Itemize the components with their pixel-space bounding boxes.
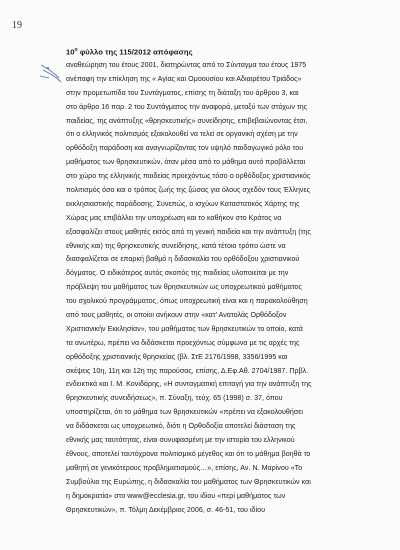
text-line: του σχολικού προγράμματος, όπως υποχρεωτική είναι και η παρακολούθηση <box>66 297 308 306</box>
text-line: τα ανωτέρω, πρέπει να διδάσκεται προεχόντως σύμφωνα με τις αρχές της <box>66 338 300 347</box>
text-line: εξασφαλίζει στους μαθητές εκτός από τη γενική παιδεία και την ανάπτυξη (της <box>66 227 311 236</box>
text-line: παιδείας, της ανάπτυξης «θρησκευτικής» συνείδησης, επιβεβαιώνοντας έτσι, <box>66 116 308 125</box>
text-line: ανέπαφη την επίκληση της « Αγίας και Ομοουσίου και Αδιαιρέτου Τριάδος» <box>66 74 302 83</box>
text-line: εκκλησιαστικής παράδοσης. Συνεπώς, ο ισχύων Καταστατικός Χάρτης της <box>66 199 300 208</box>
text-line: ορθόδοξης χριστιανικής θρησκείας (βλ. ΣτΕ 2176/1998, 3356/1995 και <box>66 352 288 361</box>
text-line: υποστηρίζεται, ότι το μάθημα των θρησκευτικών «πρέπει να εξακολουθήσει <box>66 408 304 417</box>
text-line: ότι ο ελληνικός πολιτισμός εξακολουθεί να τελεί σε οργανική σχέση με την <box>66 130 298 139</box>
text-line: Χώρας μας επιβάλλει την υποχρέωση και το καθήκον στο Κράτος να <box>66 213 282 222</box>
text-line: ορθόδοξη παράδοση και αναγνωρίζοντας τον υψηλό παιδαγωγικό ρόλο του <box>66 144 304 153</box>
text-line: στο χώρο της ελληνικής παιδείας προεχόντως τόσο ο ορθόδοξος χριστιανικός <box>66 172 311 181</box>
text-line: εθνικής και) της θρησκευτικής συνείδησης, κατά τέτοιο τρόπο ώστε να <box>66 241 286 250</box>
text-line: διασφαλίζεται σε επαρκή βαθμό η διδασκαλία του ορθόδοξου χριστιανικού <box>66 255 300 264</box>
text-line: πρόβλεψη του μαθήματος των θρησκευτικών ως υποχρεωτικού μαθήματος <box>66 283 302 292</box>
text-line: Συμβούλιο της Ευρώπης, η διδασκαλία του μαθήματος των Θρησκευτικών και <box>66 477 311 486</box>
text-line: πολιτισμός όσο και ο τρόπος ζωής της ζώσας για όλους σχεδόν τους Έλληνες <box>66 186 311 195</box>
text-line: Χριστιανικήν Εκκλησίαν», του μαθήματος των θρησκευτικών το οποίο, κατά <box>66 324 303 333</box>
sheet-number: 10 <box>66 47 75 57</box>
text-line: ενδεικτικά και Ι. Μ. Κονιδάρης, «Η συνταγματική επιταγή για την ανάπτυξη της <box>66 380 312 389</box>
text-line: να διδάσκεται ως υποχρεωτικό, διότι η Ορθοδοξία αποτελεί διάσταση της <box>66 422 296 431</box>
text-line: από τους μαθητές, οι οποίοι ανήκουν στην «κατ' Ανατολάς Ορθόδοξον <box>66 311 287 320</box>
text-line: σκέψεις 10η, 11η και 12η της παρούσας, επίσης, Δ.Εφ.Αθ. 2704/1987. Πρβλ. <box>66 366 309 375</box>
sheet-heading-text: φύλλο της 115/2012 απόφασης <box>77 47 193 57</box>
sheet-number-suffix: ο <box>74 47 78 53</box>
text-line: εθνικής μας ταυτότητας, είναι συνυφασμένη με την ιστορία του ελληνικού <box>66 436 295 445</box>
text-line: δόγματος. Ο ειδικότερος αυτός σκοπός της παιδείας υλοποιείται με την <box>66 269 289 278</box>
page-number: 19 <box>12 20 22 31</box>
text-line: έθνους, αποτελεί ταυτόχρονα πολιτισμικό μέγεθος και ότι το μάθημα βοηθά το <box>66 449 311 458</box>
sheet-heading <box>66 47 193 57</box>
text-line: Θρησκευτικών», π. Τόλμη Δεκέμβριος 2006, σ. 46-51, του ιδίου <box>66 505 265 514</box>
text-line: θρησκευτικής συνειδήσεως», π. Σύναξη, τεύχ. 65 (1998) σ. 37, όπου <box>66 394 283 403</box>
text-line: στην προμετωπίδα του Συντάγματος, επίσης τη διάταξη του άρθρου 3, και <box>66 88 299 97</box>
body-text <box>66 59 356 517</box>
text-line: μαθήματος των θρησκευτικών, όταν μέσα από το μάθημα αυτό προβάλλεται <box>66 158 306 167</box>
text-line: αναθεώρηση του έτους 2001, διατηρώντας από το Σύνταγμα του έτους 1975 <box>66 61 307 69</box>
text-line: μαθητή σε γενικότερους προβληματισμούς…», επίσης, Αν. Ν. Μαρίνου «Το <box>66 463 303 472</box>
text-line: στο άρθρο 16 παρ. 2 του Συντάγματος την αναφορά, μεταξύ των στόχων της <box>66 102 308 111</box>
text-line: η δημοκρατία» στο www@ecclesia.gr, του ιδίου «περί μαθήματος των <box>66 491 286 500</box>
